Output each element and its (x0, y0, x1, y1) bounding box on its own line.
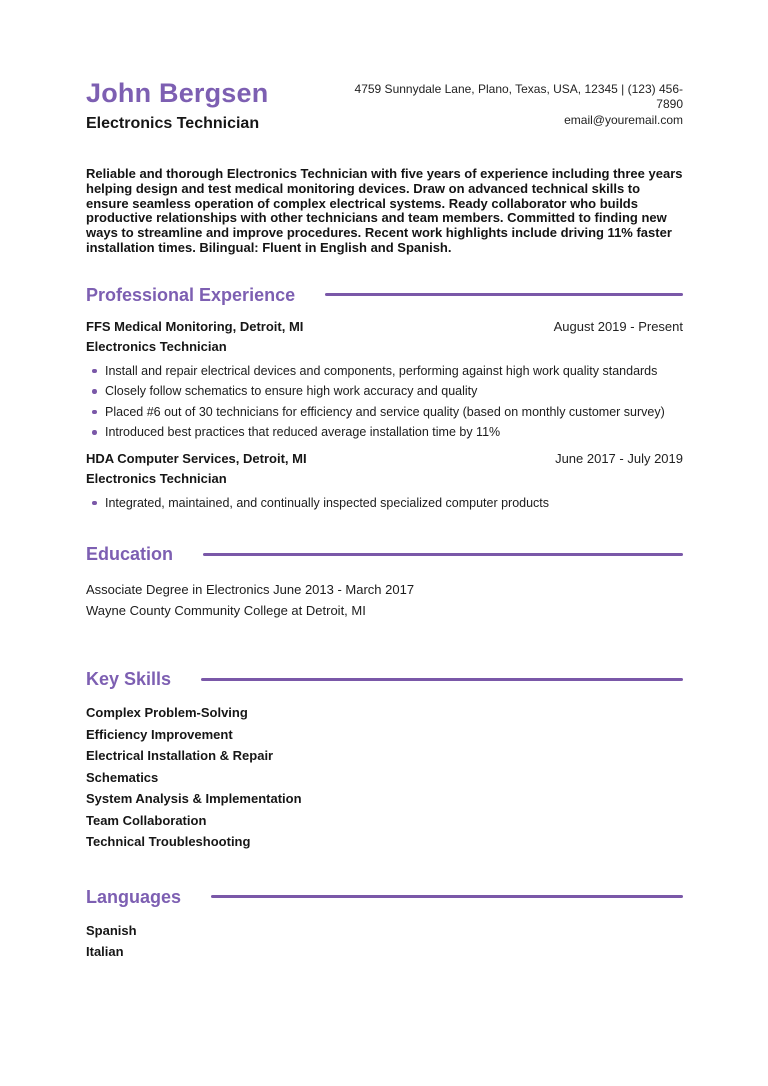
heading-rule (211, 895, 683, 898)
contact-info (353, 78, 683, 128)
summary-paragraph: Reliable and thorough Electronics Technician with five years of experience including three years helping design and test medical monitoring devices. Draw on advanced technical skills to ensure seamless operation of complex electrical systems. Ready collaborator who builds productive relationships with other technicians and team members. Committed to finding new ways to streamline and improve procedures. Recent work highlights include driving 11% faster installation times. Bilingual: Fluent in English and Spanish. (86, 166, 683, 255)
skill-item: Complex Problem-Solving (86, 705, 248, 721)
education-details (86, 579, 683, 621)
skill-item: Technical Troubleshooting (86, 834, 251, 850)
contact-address-phone: 4759 Sunnydale Lane, Plano, Texas, USA, 12345 | (123) 456-7890 (354, 82, 683, 111)
heading-rule (203, 553, 683, 556)
job-role-title: Electronics Technician (86, 338, 227, 354)
experience-heading-row (86, 284, 683, 306)
skills-heading-row (86, 668, 683, 690)
languages-heading-row (86, 886, 683, 908)
language-item: Spanish (86, 922, 137, 938)
job-company: HDA Computer Services, Detroit, MI (86, 450, 307, 466)
bullet-item: Closely follow schematics to ensure high work accuracy and quality (86, 384, 683, 399)
job-role-title: Electronics Technician (86, 470, 227, 486)
skill-item: Efficiency Improvement (86, 726, 233, 742)
education-section-title: Education (86, 544, 174, 565)
skill-item: Team Collaboration (86, 812, 207, 828)
education-school: Wayne County Community College at Detroit, MI (86, 603, 366, 619)
person-job-title: Electronics Technician (86, 115, 260, 132)
bullet-item: Integrated, maintained, and continually inspected specialized computer products (86, 496, 683, 511)
experience-section-title: Professional Experience (86, 284, 296, 305)
skills-section-title: Key Skills (86, 669, 172, 690)
skill-item: Electrical Installation & Repair (86, 748, 274, 764)
education-degree: Associate Degree in Electronics June 2013 - March 2017 (86, 582, 415, 598)
heading-rule (325, 293, 683, 296)
job-dates: August 2019 - Present (553, 318, 683, 334)
education-heading-row (86, 543, 683, 565)
section-languages (86, 886, 683, 963)
heading-rule (201, 678, 683, 681)
section-key-skills (86, 668, 683, 853)
job-header-row (86, 319, 683, 335)
languages-section-title: Languages (86, 886, 182, 907)
contact-email: email@youremail.com (564, 113, 683, 127)
job-bullet-list (86, 364, 683, 440)
section-experience (86, 284, 683, 511)
skills-list (86, 702, 683, 853)
section-education (86, 543, 683, 621)
skill-item: Schematics (86, 769, 159, 785)
job-dates: June 2017 - July 2019 (555, 450, 683, 466)
bullet-item: Install and repair electrical devices and components, performing against high work quality standards (86, 364, 683, 379)
job-entry (86, 319, 683, 440)
job-header-row (86, 451, 683, 467)
identity-block (86, 78, 268, 133)
person-name: John Bergsen (86, 78, 269, 108)
bullet-item: Placed #6 out of 30 technicians for efficiency and service quality (based on monthly customer survey) (86, 405, 683, 420)
languages-list (86, 920, 683, 963)
bullet-item: Introduced best practices that reduced average installation time by 11% (86, 425, 683, 440)
language-item: Italian (86, 944, 124, 960)
skill-item: System Analysis & Implementation (86, 791, 302, 807)
job-company: FFS Medical Monitoring, Detroit, MI (86, 318, 304, 334)
job-entry (86, 451, 683, 511)
job-bullet-list (86, 496, 683, 511)
resume-header (86, 78, 683, 133)
